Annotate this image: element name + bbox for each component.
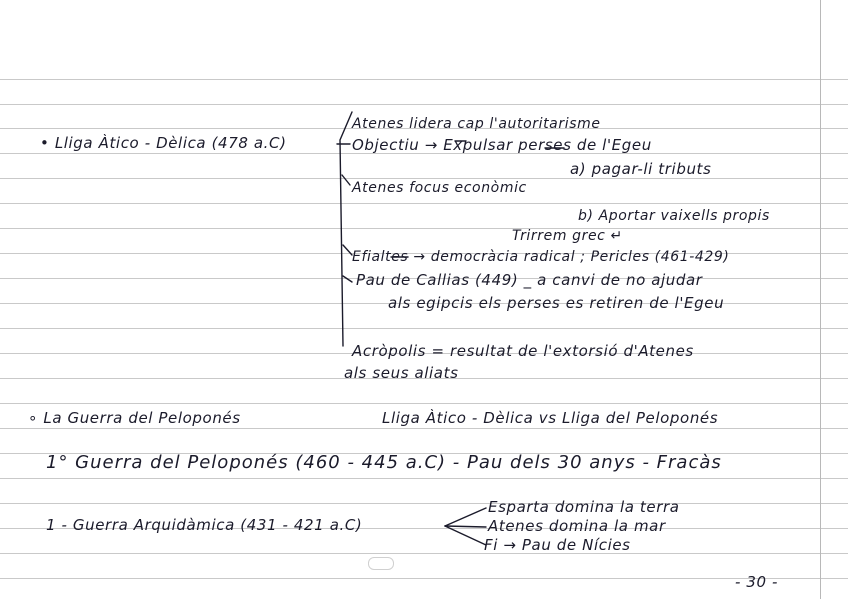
lliga-branch-5b: als egipcis els perses es retiren de l'Egeu xyxy=(388,294,725,312)
first-war-line: 1° Guerra del Peloponés (460 - 445 a.C) - Pau dels 30 anys - Fracàs xyxy=(46,452,722,473)
lliga-title: • Lliga Àtico - Dèlica (478 a.C) xyxy=(40,134,287,152)
lliga-branch-6: Acròpolis = resultat de l'extorsió d'Atenes xyxy=(352,342,694,360)
lliga-branch-2a: a) pagar-li tributs xyxy=(570,160,712,178)
lliga-branch-3c: Trirrem grec ↵ xyxy=(512,228,623,244)
lliga-branch-5: Pau de Callias (449) _ a canvi de no ajudar xyxy=(356,271,703,289)
archidamian-branch-3: Fi → Pau de Nícies xyxy=(484,536,631,554)
archidamian-branch-2: Atenes domina la mar xyxy=(488,517,666,535)
lliga-branch-1: Atenes lidera cap l'autoritarisme xyxy=(352,116,601,132)
guerra-versus: Lliga Àtico - Dèlica vs Lliga del Peloponés xyxy=(382,409,719,427)
guerra-title: ∘ La Guerra del Peloponés xyxy=(28,409,241,427)
lliga-branch-2: Objectiu → Expulsar perses de l'Egeu xyxy=(352,136,652,154)
lliga-branch-3: Atenes focus econòmic xyxy=(352,180,527,196)
page-number: - 30 - xyxy=(735,573,779,591)
paper-stamp xyxy=(368,557,394,570)
lliga-branch-6b: als seus aliats xyxy=(344,364,459,382)
archidamian-branch-1: Esparta domina la terra xyxy=(488,498,680,516)
lliga-branch-4: Efialtes → democràcia radical ; Pericles (461-429) xyxy=(352,249,730,265)
archidamian-title: 1 - Guerra Arquidàmica (431 - 421 a.C) xyxy=(46,516,363,534)
lliga-branch-3b: b) Aportar vaixells propis xyxy=(578,208,770,224)
